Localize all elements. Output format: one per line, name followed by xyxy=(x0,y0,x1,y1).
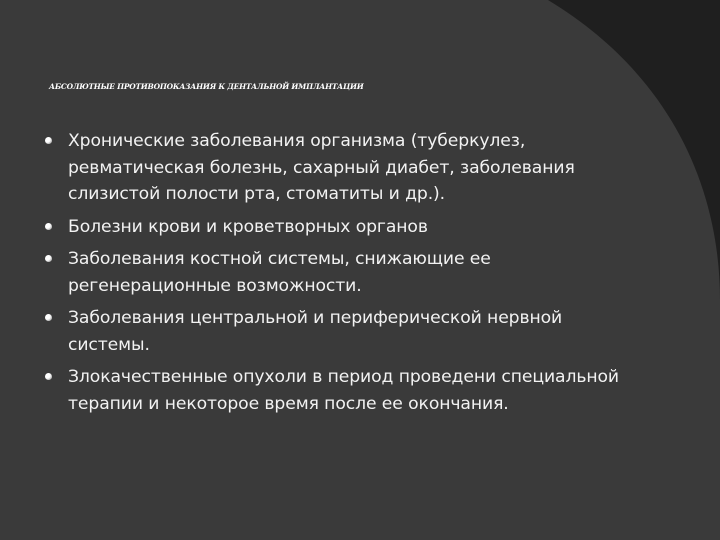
list-item xyxy=(45,305,645,358)
list-item-text: Злокачественные опухоли в период проведени специальной терапии и некоторое время после ее окончания. xyxy=(68,367,619,414)
list-item-text: Заболевания центральной и периферической нервной системы. xyxy=(68,308,563,355)
bullet-icon xyxy=(45,314,52,321)
list-item xyxy=(45,246,645,299)
list-item xyxy=(45,128,645,208)
list-item-text: Хронические заболевания организма (туберкулез, ревматическая болезнь, сахарный диабет, заболевания слизистой полости рта, стоматиты и др.). xyxy=(68,131,575,204)
bullet-list xyxy=(45,128,645,423)
slide-title: АБСОЛЮТНЫЕ ПРОТИВОПОКАЗАНИЯ К ДЕНТАЛЬНОЙ ИМПЛАНТАЦИИ xyxy=(49,82,364,91)
list-item-text: Заболевания костной системы, снижающие ее регенерационные возможности. xyxy=(68,249,491,296)
bullet-icon xyxy=(45,373,52,380)
bullet-icon xyxy=(45,255,52,262)
list-item xyxy=(45,214,645,241)
bullet-icon xyxy=(45,137,52,144)
list-item xyxy=(45,364,645,417)
bullet-icon xyxy=(45,223,52,230)
list-item-text: Болезни крови и кроветворных органов xyxy=(68,216,428,237)
